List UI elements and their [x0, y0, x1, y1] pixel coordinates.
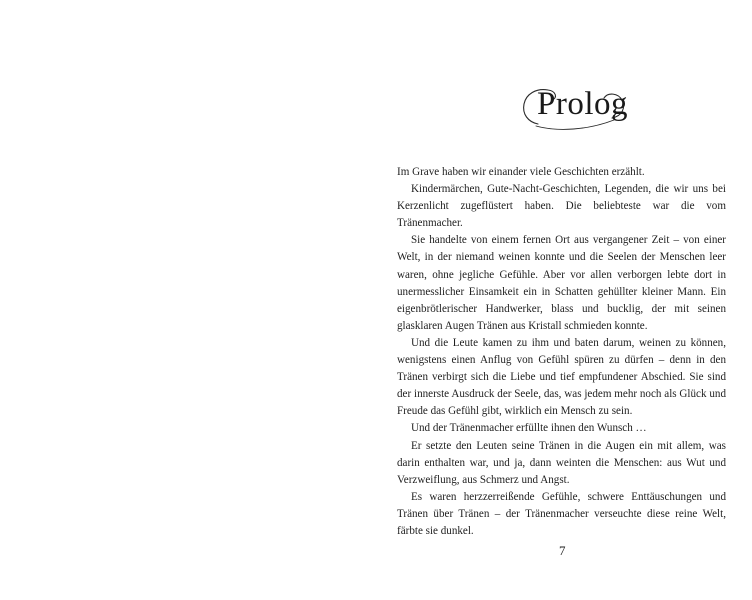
paragraph: Im Grave haben wir einander viele Geschichten erzählt. [397, 166, 645, 178]
paragraph: Kindermärchen, Gute-Nacht-Geschichten, Legenden, die wir uns bei Kerzenlicht zugeflüstert haben. Die beliebteste war die vom Tränenmacher. [397, 183, 726, 230]
chapter-heading [518, 78, 628, 138]
paragraph: Und der Tränenmacher erfüllte ihnen den Wunsch … [411, 422, 647, 435]
paragraph: Sie handelte von einem fernen Ort aus vergangener Zeit – von einer Welt, in der niemand weinen konnte und die Seelen der Menschen leer waren, ohne jegliche Gefühle. Aber vor allen verborgen lebte dort in unermesslicher Einsamkeit ein in Schatten gehüllter kleiner Mann. Ein eigenbrötlerischer Handwerker, blass und bucklig, der mit seinen glasklaren Augen Tränen aus Kristall schmieden konnte. [397, 234, 726, 332]
page-number: 7 [559, 543, 566, 558]
paragraph: Und die Leute kamen zu ihm und baten darum, weinen zu können, wenigstens einen Anflug von Gefühl spüren zu dürfen – denn in den Tränen verbirgt sich die Liebe und tief empfundener Abschied. Sie sind der innerste Ausdruck der Seele, das, was jedem mehr noch als Glück und Freude das Gefühl gibt, wirklich ein Mensch zu sein. [397, 336, 726, 418]
chapter-title: Prolog [537, 86, 629, 122]
paragraph: Es waren herzzerreißende Gefühle, schwere Enttäuschungen und Tränen über Tränen – der Tränenmacher verseuchte diese reine Welt, färbte sie dunkel. [397, 490, 726, 537]
paragraph: Er setzte den Leuten seine Tränen in die Augen ein mit allem, was darin enthalten war, und ja, dann weinten die Menschen: aus Wut und Verzweiflung, aus Schmerz und Angst. [397, 439, 726, 486]
chapter-body [397, 164, 726, 540]
